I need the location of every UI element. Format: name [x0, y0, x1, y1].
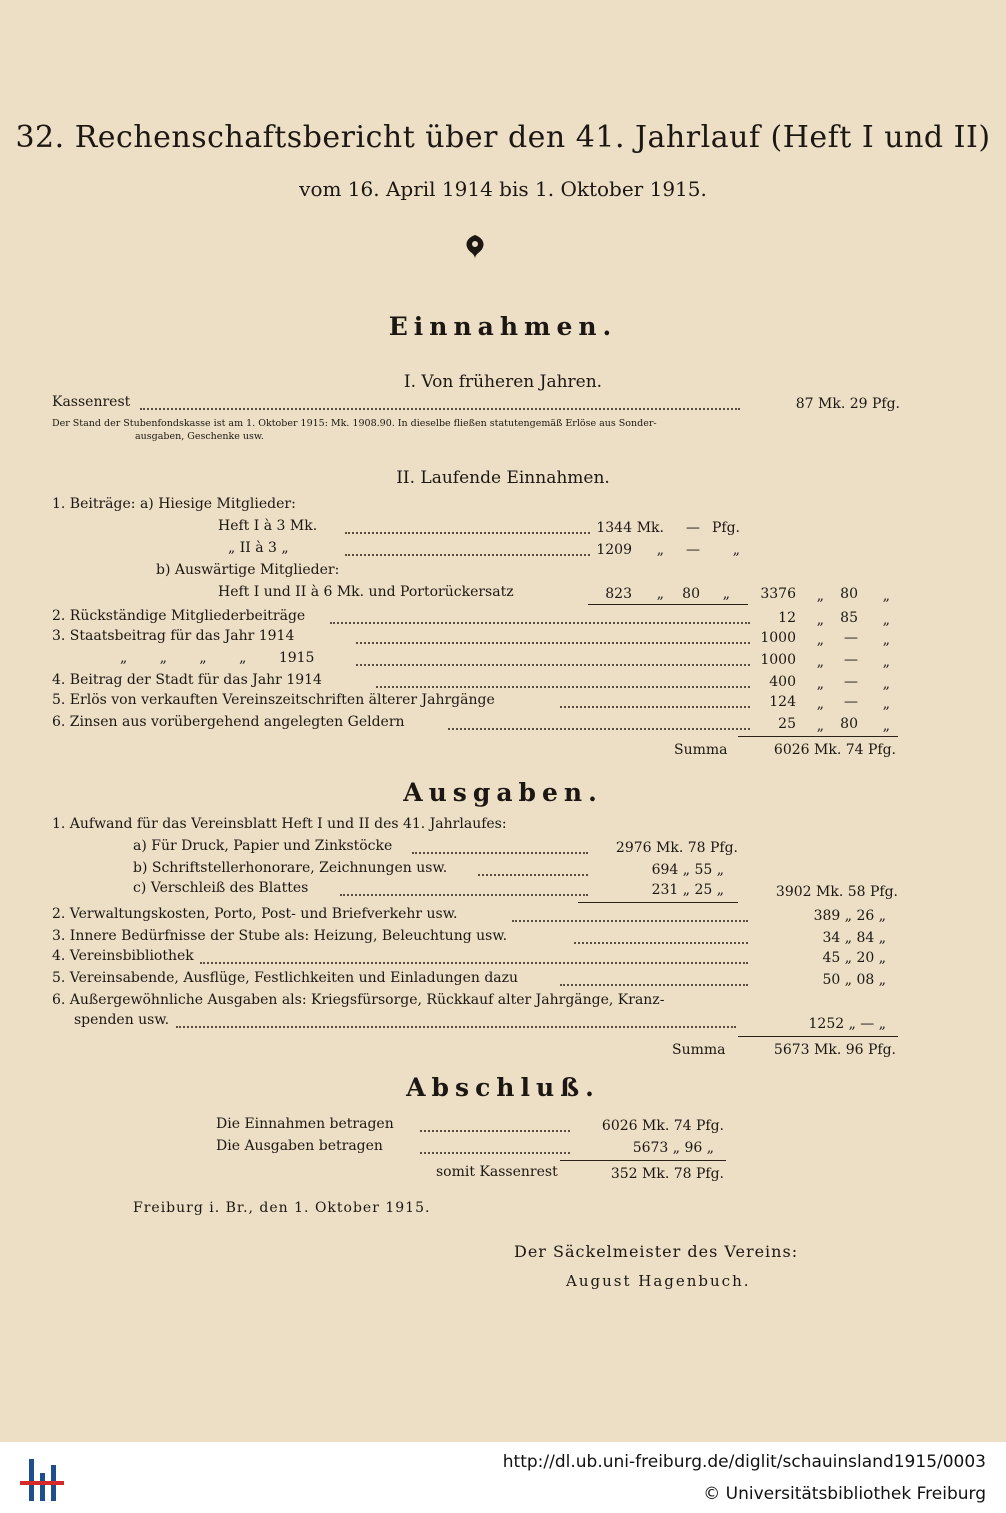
amount: 231 „ 25 „ [651, 882, 724, 898]
amount: 694 „ 55 „ [651, 862, 724, 878]
leader-dots [574, 942, 748, 944]
fleuron-ornament [462, 233, 488, 261]
leader-dots [140, 408, 740, 410]
note-text: Der Stand der Stubenfondskasse ist am 1. Oktober 1915: Mk. 1908.90. In dieselbe fließen statutengemäß Erlöse aus Sonder- [52, 418, 657, 429]
total-amount: 3902 Mk. 58 Pfg. [775, 884, 898, 900]
page-title: 32. Rechenschaftsbericht über den 41. Jahrlauf (Heft I und II) [15, 120, 991, 155]
total-amount: — [844, 674, 858, 690]
leader-dots [356, 642, 750, 644]
university-library-logo [20, 1457, 64, 1503]
total-amount: 1252 „ — „ [808, 1016, 886, 1032]
signatory-name: August Hagenbuch. [566, 1272, 751, 1290]
row-label: 5. Erlös von verkauften Vereinszeitschriften älterer Jahrgänge [52, 692, 495, 708]
total-amount: — [844, 694, 858, 710]
row-label: 1. Aufwand für das Vereinsblatt Heft I und II des 41. Jahrlaufes: [52, 816, 507, 832]
leader-dots [356, 664, 750, 666]
total-amount: 400 [769, 674, 796, 690]
total-amount: — [844, 652, 858, 668]
amount-unit: „ [722, 586, 730, 602]
amount: 80 [682, 586, 700, 602]
subsection-title: II. Laufende Einnahmen. [396, 468, 610, 488]
leader-dots [376, 686, 750, 688]
row-label: 2. Verwaltungskosten, Porto, Post- und Briefverkehr usw. [52, 906, 458, 922]
row-label: 4. Vereinsbibliothek [52, 948, 194, 964]
total-amount: 1000 [760, 630, 796, 646]
total-unit: „ [816, 632, 824, 648]
total-amount: 124 [769, 694, 796, 710]
total-unit: „ [882, 718, 890, 734]
total-amount: 50 „ 08 „ [822, 972, 886, 988]
total-amount: 45 „ 20 „ [822, 950, 886, 966]
leader-dots [420, 1130, 570, 1132]
row-label: 3. Innere Bedürfnisse der Stube als: Heizung, Beleuchtung usw. [52, 928, 508, 944]
section-heading-ausgaben: Ausgaben. [403, 778, 603, 807]
row-label: 2. Rückständige Mitgliederbeiträge [52, 608, 306, 624]
amount-unit: Pfg. [711, 520, 740, 536]
row-label: 4. Beitrag der Stadt für das Jahr 1914 [52, 672, 322, 688]
source-url[interactable]: http://dl.ub.uni-freiburg.de/diglit/schauinsland1915/0003 [502, 1452, 986, 1472]
note-text: ausgaben, Geschenke usw. [135, 431, 264, 442]
row-label: „ II à 3 „ [228, 540, 289, 556]
row-label: a) Für Druck, Papier und Zinkstöcke [133, 838, 393, 854]
summa-value: 6026 Mk. 74 Pfg. [773, 742, 896, 758]
total-amount: 389 „ 26 „ [813, 908, 886, 924]
total-amount: 80 [840, 716, 858, 732]
row-label: Die Einnahmen betragen [216, 1116, 394, 1132]
amount-unit: „ [732, 542, 740, 558]
row-label: b) Schriftstellerhonorare, Zeichnungen usw. [133, 860, 448, 876]
row-label: c) Verschleiß des Blattes [133, 880, 309, 896]
amount: 6026 Mk. 74 Pfg. [601, 1118, 724, 1134]
row-label: Heft I à 3 Mk. [218, 518, 318, 534]
leader-dots [478, 874, 588, 876]
leader-dots [345, 532, 590, 534]
sum-rule [738, 1036, 898, 1037]
amount: 1344 [596, 520, 632, 536]
page-subtitle: vom 16. April 1914 bis 1. Oktober 1915. [299, 177, 707, 201]
summa-label: Summa [672, 1042, 726, 1058]
sum-rule [738, 736, 898, 737]
signatory-role: Der Säckelmeister des Vereins: [514, 1242, 799, 1261]
leader-dots [560, 984, 748, 986]
total-amount: — [844, 630, 858, 646]
leader-dots [200, 962, 748, 964]
sum-rule [560, 1160, 726, 1161]
library-footer [0, 1442, 1006, 1513]
leader-dots [176, 1026, 736, 1028]
total-unit: „ [882, 632, 890, 648]
row-label: somit Kassenrest [436, 1164, 558, 1180]
leader-dots [420, 1152, 570, 1154]
subtotal-rule [578, 902, 738, 903]
kassenrest-label: Kassenrest [52, 394, 131, 410]
total-amount: 25 [778, 716, 796, 732]
amount: — [686, 520, 700, 536]
subtotal-rule [588, 604, 748, 605]
amount-unit: „ [656, 542, 664, 558]
leader-dots [560, 706, 750, 708]
total-unit: „ [816, 588, 824, 604]
amount: — [686, 542, 700, 558]
amount: 1209 [596, 542, 632, 558]
leader-dots [448, 728, 750, 730]
total-amount: 3376 [760, 586, 796, 602]
total-amount: 1000 [760, 652, 796, 668]
total-amount: 34 „ 84 „ [822, 930, 886, 946]
amount: 823 [605, 586, 632, 602]
row-label: 5. Vereinsabende, Ausflüge, Festlichkeiten und Einladungen dazu [52, 970, 519, 986]
row-label: 1. Beiträge: a) Hiesige Mitglieder: [52, 496, 296, 512]
row-label: spenden usw. [74, 1012, 170, 1028]
total-unit: „ [816, 676, 824, 692]
amount: 352 Mk. 78 Pfg. [610, 1166, 724, 1182]
amount: 2976 Mk. 78 Pfg. [615, 840, 738, 856]
total-amount: 85 [840, 610, 858, 626]
row-label: Die Ausgaben betragen [216, 1138, 383, 1154]
summa-label: Summa [674, 742, 728, 758]
amount-unit: „ [656, 586, 664, 602]
summa-value: 5673 Mk. 96 Pfg. [773, 1042, 896, 1058]
total-unit: „ [882, 696, 890, 712]
row-label: „ „ „ „ 1915 [120, 650, 315, 666]
row-label: b) Auswärtige Mitglieder: [156, 562, 340, 578]
row-label: 3. Staatsbeitrag für das Jahr 1914 [52, 628, 295, 644]
row-label: Heft I und II à 6 Mk. und Portorückersatz [218, 584, 514, 600]
total-unit: „ [816, 696, 824, 712]
copyright-notice: © Universitätsbibliothek Freiburg [703, 1484, 986, 1504]
total-unit: „ [882, 654, 890, 670]
row-label: 6. Zinsen aus vorübergehend angelegten Geldern [52, 714, 405, 730]
total-unit: „ [882, 612, 890, 628]
total-unit: „ [816, 612, 824, 628]
amount-unit: Mk. [636, 520, 664, 536]
total-amount: 80 [840, 586, 858, 602]
total-amount: 12 [778, 610, 796, 626]
leader-dots [412, 852, 588, 854]
total-unit: „ [882, 588, 890, 604]
total-unit: „ [816, 718, 824, 734]
place-date: Freiburg i. Br., den 1. Oktober 1915. [133, 1200, 431, 1216]
amount: 5673 „ 96 „ [632, 1140, 714, 1156]
row-label: 6. Außergewöhnliche Ausgaben als: Kriegsfürsorge, Rückkauf alter Jahrgänge, Kranz- [52, 992, 665, 1008]
total-unit: „ [816, 654, 824, 670]
kassenrest-value: 87 Mk. 29 Pfg. [795, 396, 900, 412]
leader-dots [512, 920, 748, 922]
section-heading-einnahmen: Einnahmen. [388, 312, 618, 341]
leader-dots [340, 894, 588, 896]
leader-dots [345, 554, 590, 556]
section-heading-abschluss: Abschluß. [406, 1073, 600, 1102]
total-unit: „ [882, 676, 890, 692]
leader-dots [330, 622, 750, 624]
subsection-title: I. Von früheren Jahren. [403, 372, 603, 392]
